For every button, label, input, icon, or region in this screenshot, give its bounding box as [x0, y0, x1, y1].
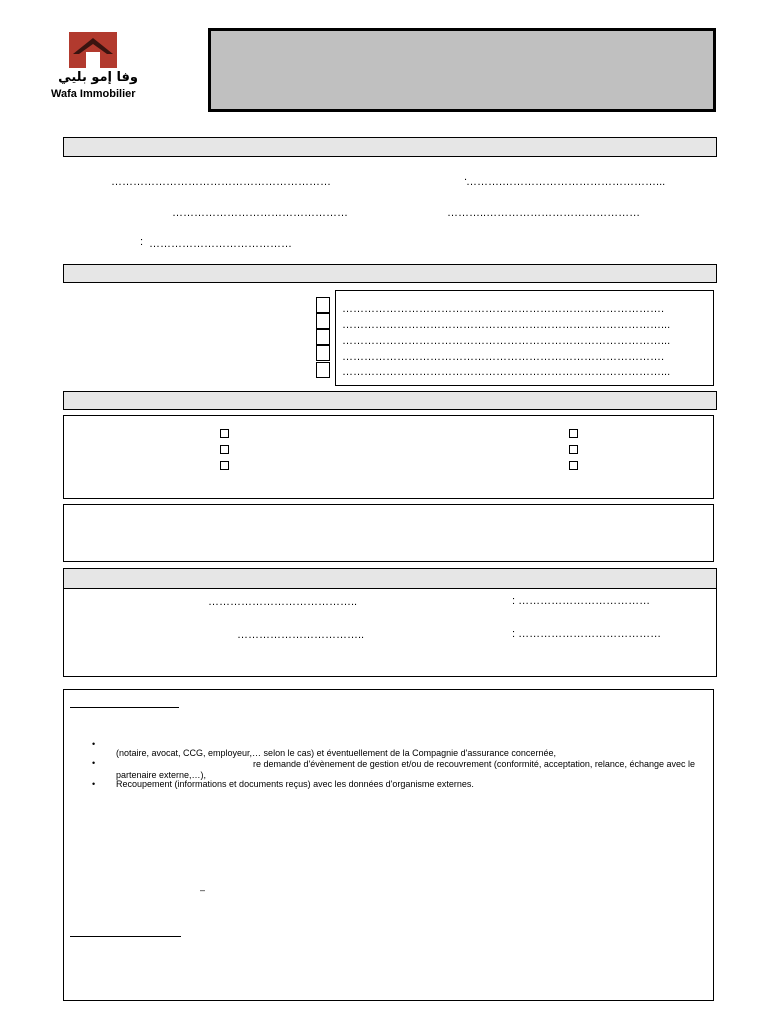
- notes-heading-underline: [70, 707, 179, 708]
- checkbox-right-3[interactable]: [569, 461, 578, 470]
- section-header-1: [63, 137, 717, 157]
- note-dash: –: [200, 885, 206, 895]
- bullet-3: •: [92, 779, 96, 789]
- field-row1-colon: .: [464, 171, 468, 183]
- bullet-2: •: [92, 758, 96, 768]
- option-line-2[interactable]: ……………………………………………………………………………...: [342, 319, 671, 331]
- field-row1-left[interactable]: ……………………………………………………: [111, 176, 331, 188]
- checkbox-option-1[interactable]: [316, 297, 330, 313]
- note-item2-line2: partenaire externe,…),: [116, 770, 207, 780]
- note-item2-line1: re demande d'évènement de gestion et/ou de recouvrement (conformité, acceptation, relance, échange avec le: [253, 759, 695, 769]
- notes-second-heading-underline: [70, 936, 181, 937]
- section-header-4: [63, 568, 717, 589]
- checkbox-right-1[interactable]: [569, 429, 578, 438]
- field-row1-right[interactable]: ……….……………………………………...: [466, 176, 666, 188]
- wafa-house-logo-icon: [69, 32, 117, 68]
- option-line-4[interactable]: …………………………………………………………………………….: [342, 351, 665, 363]
- field-s4-row1-right[interactable]: : ………………………………: [512, 595, 651, 607]
- comments-box[interactable]: [63, 504, 714, 562]
- form-title-box: [208, 28, 716, 112]
- checkbox-option-2[interactable]: [316, 313, 330, 329]
- section-header-3: [63, 391, 717, 410]
- checkbox-option-4[interactable]: [316, 345, 330, 361]
- checkbox-left-2[interactable]: [220, 445, 229, 454]
- checkbox-option-3[interactable]: [316, 329, 330, 345]
- checkbox-left-1[interactable]: [220, 429, 229, 438]
- field-row3[interactable]: …………………………………: [149, 238, 292, 250]
- note-item1-line2: (notaire, avocat, CCG, employeur,… selon le cas) et éventuellement de la Compagnie d'assurance concernée,: [116, 748, 556, 758]
- brand-name-arabic: وفا إمو بليي: [58, 70, 138, 85]
- checkbox-option-5[interactable]: [316, 362, 330, 378]
- field-s4-row1-left[interactable]: …………………………………..: [208, 596, 358, 608]
- field-row2-left[interactable]: …………………………………………: [172, 207, 348, 219]
- field-row3-colon: :: [140, 236, 144, 248]
- field-s4-row2-right[interactable]: : …………………………………: [512, 628, 662, 640]
- bullet-1: •: [92, 739, 96, 749]
- note-item3: Recoupement (informations et documents reçus) avec les données d'organisme externes.: [116, 779, 474, 789]
- notes-box: [63, 689, 714, 1001]
- option-line-1[interactable]: …………………………………………………………………………….: [342, 303, 665, 315]
- brand-name-french: Wafa Immobilier: [51, 88, 136, 100]
- field-s4-row2-left[interactable]: ……………………………..: [237, 629, 365, 641]
- checkbox-group-box: [63, 415, 714, 499]
- section-header-2: [63, 264, 717, 283]
- option-line-3[interactable]: ……………………………………………………………………………...: [342, 335, 671, 347]
- checkbox-left-3[interactable]: [220, 461, 229, 470]
- option-line-5[interactable]: ……………………………………………………………………………...: [342, 366, 671, 378]
- field-row2-right[interactable]: ………..……………………………………: [447, 207, 641, 219]
- checkbox-right-2[interactable]: [569, 445, 578, 454]
